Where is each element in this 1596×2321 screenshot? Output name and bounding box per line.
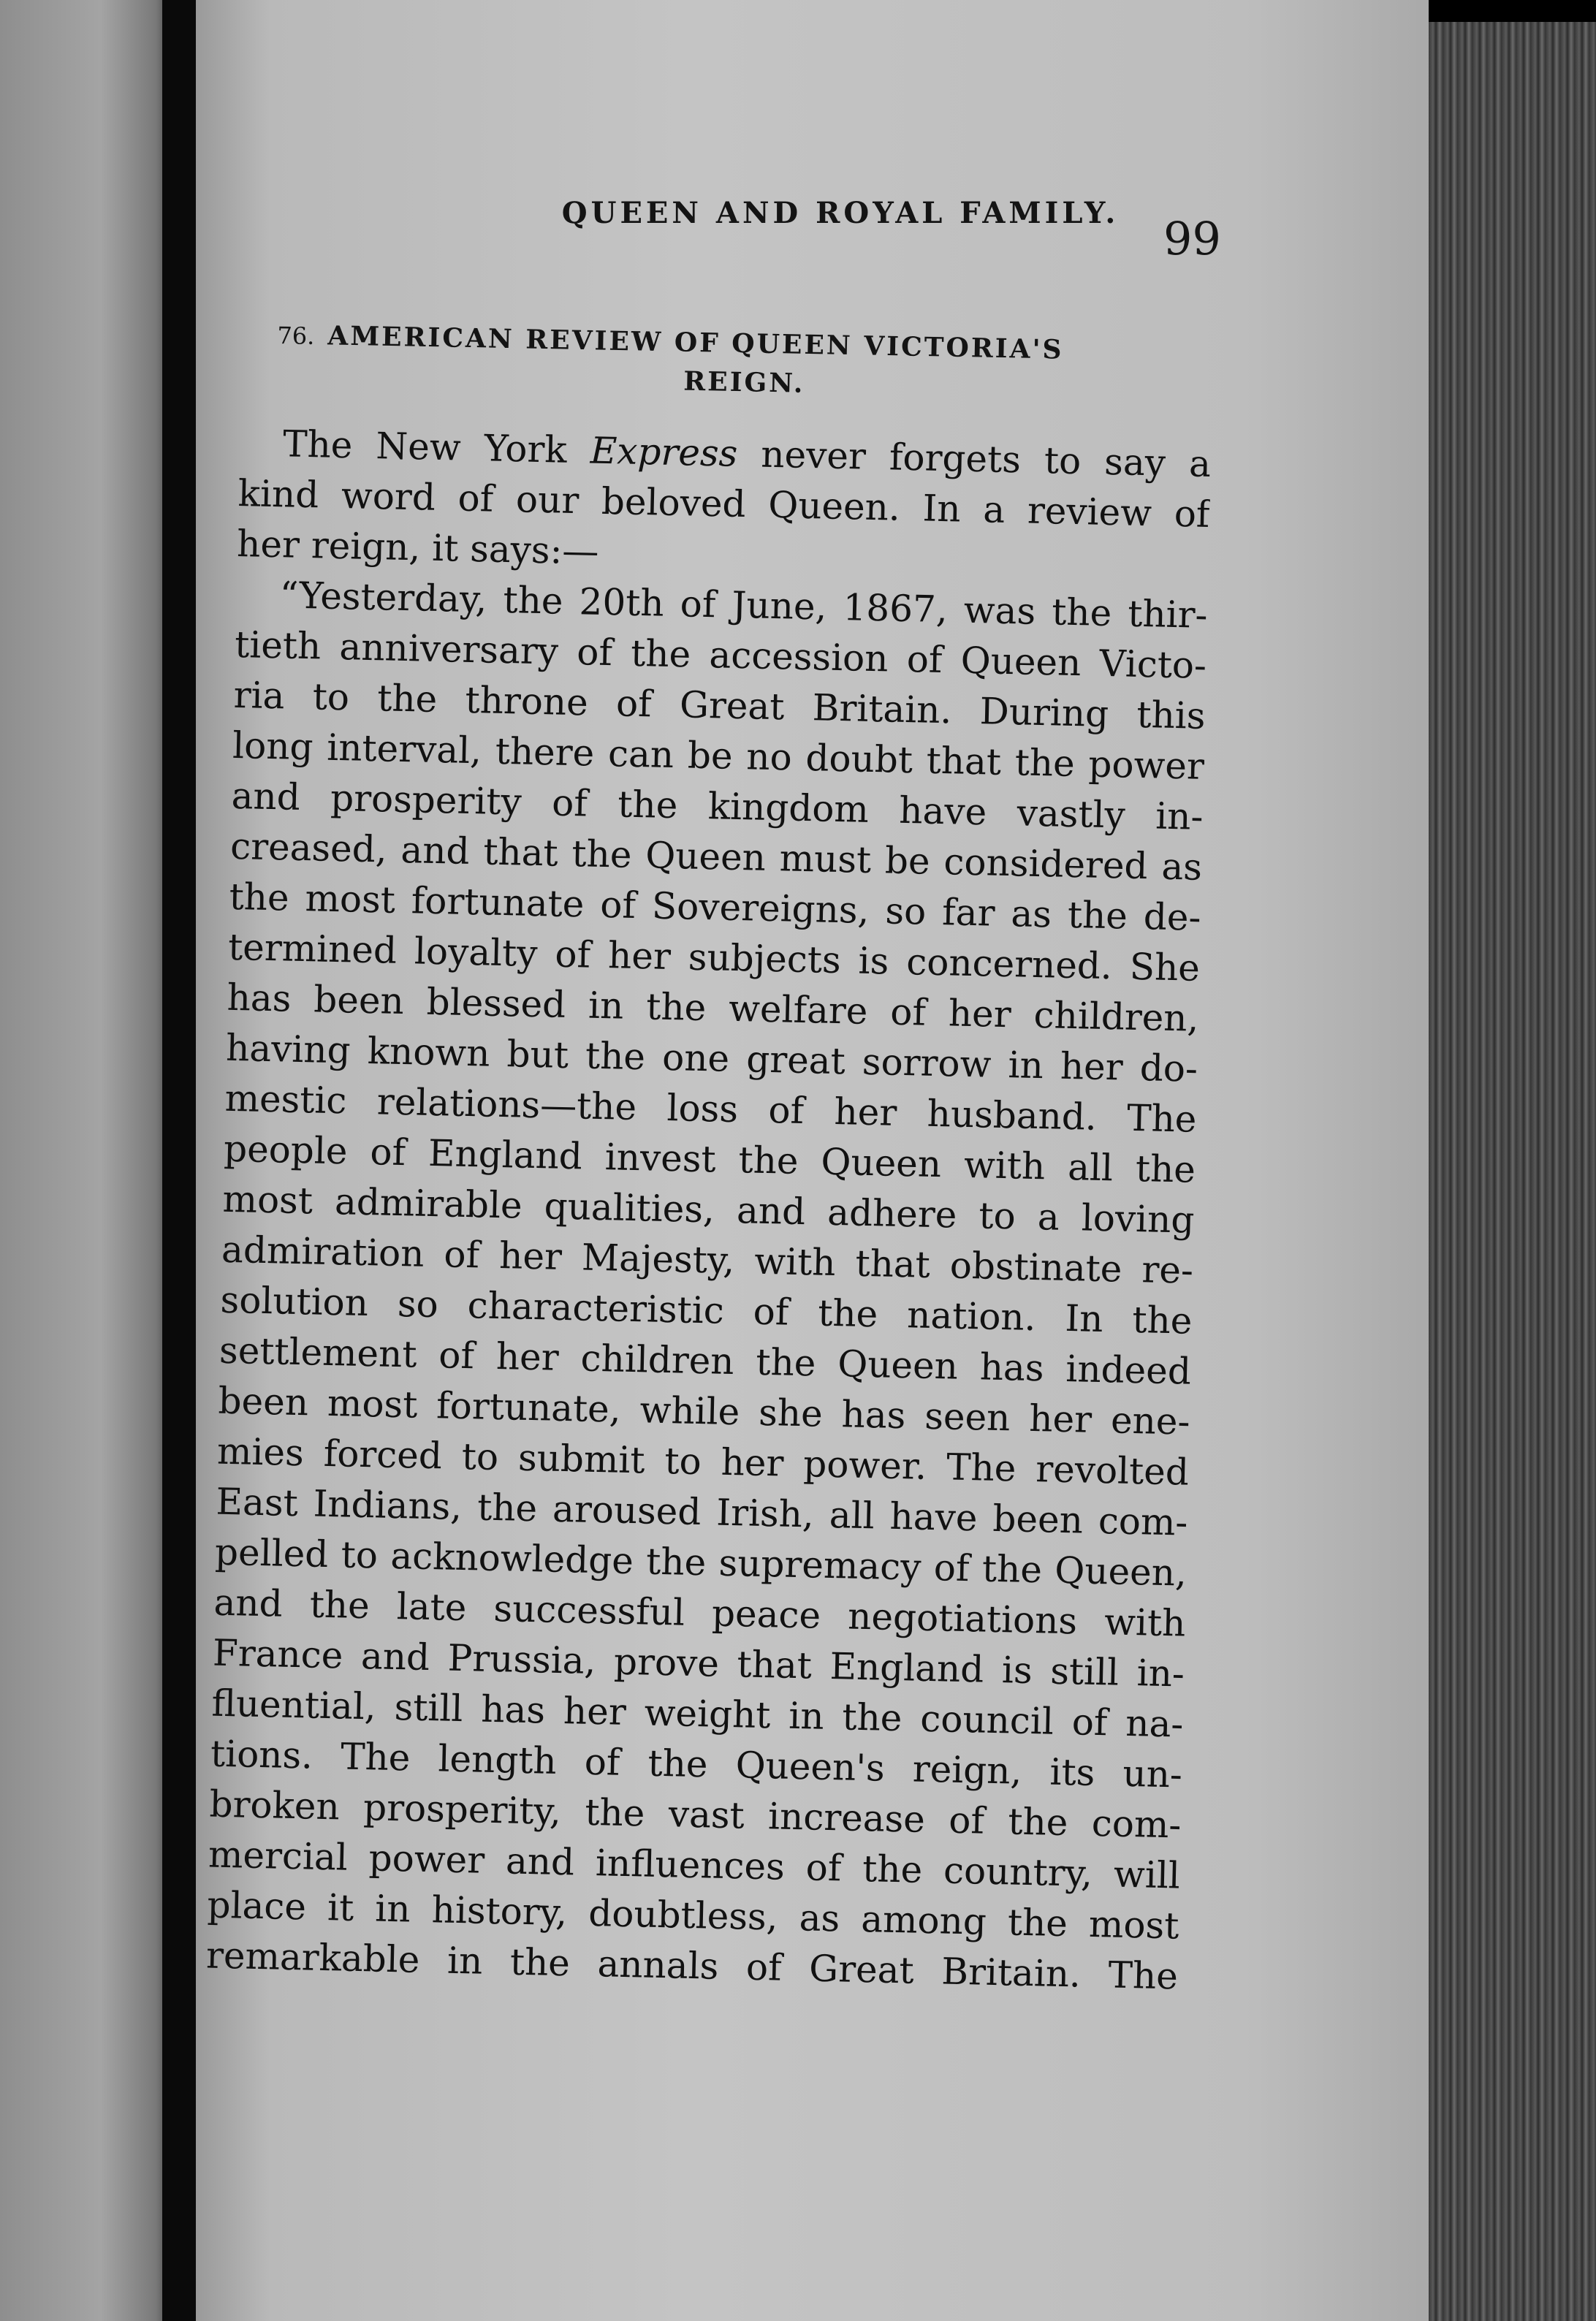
quote-line: solution so characteristic of the nation. In the (220, 1278, 1193, 1342)
quote-line: creased, and that the Queen must be considered as (229, 824, 1203, 889)
quote-line: tieth anniversary of the accession of Queen Victo- (234, 623, 1207, 687)
quote-line: and prosperity of the kingdom have vastly in- (231, 774, 1204, 838)
book-gutter (162, 0, 199, 2321)
page-number: 99 (1163, 212, 1221, 265)
quote-line: remarkable in the annals of Great Britain. The (205, 1934, 1179, 1998)
quote-line: people of England invest the Queen with all the (223, 1127, 1196, 1191)
quote-line: pelled to acknowledge the supremacy of the Queen, (214, 1530, 1188, 1595)
quote-line: been most fortunate, while she has seen her ene- (218, 1379, 1190, 1443)
running-head: QUEEN AND ROYAL FAMILY. (561, 196, 1120, 230)
intro-line-1-start: The New York (282, 422, 591, 472)
page-block-edges (1429, 22, 1596, 2321)
quote-line: has been blessed in the welfare of her children, (227, 976, 1200, 1040)
quote-line: and the late successful peace negotiations with (213, 1581, 1186, 1645)
quote-line: fluential, still has her weight in the council of na- (210, 1682, 1184, 1746)
quote-line: place it in history, doubtless, as among the most (206, 1883, 1179, 1948)
quote-line: admiration of her Majesty, with that obstinate re- (221, 1228, 1194, 1292)
quote-line: settlement of her children the Queen has indeed (218, 1329, 1192, 1393)
body-text (205, 418, 1211, 2002)
quote-line: France and Prussia, prove that England is still in- (212, 1631, 1185, 1695)
quote-line: mies forced to submit to her power. The revolted (216, 1429, 1190, 1494)
quote-line: “Yesterday, the 20th of June, 1867, was the thir- (279, 574, 1209, 637)
quote-line: mercial power and influences of the country, will (208, 1833, 1181, 1897)
background-corner (1429, 0, 1596, 25)
quote-line: East Indians, the aroused Irish, all have been com- (216, 1480, 1188, 1544)
intro-line-2: kind word of our beloved Queen. In a review of (238, 471, 1211, 536)
quote-line: having known but the one great sorrow in her do- (225, 1026, 1198, 1090)
quote-line: mestic relations—the loss of her husband. The (224, 1076, 1198, 1141)
quote-line: the most fortunate of Sovereigns, so far as the de- (229, 875, 1202, 939)
section-title-line-1: AMERICAN REVIEW OF QUEEN VICTORIA'S (327, 320, 1064, 365)
quote-line: long interval, there can be no doubt that the power (232, 723, 1205, 788)
facing-page-edge (0, 0, 183, 2321)
quote-line: tions. The length of the Queen's reign, its un- (210, 1732, 1183, 1796)
section-number: 76. (277, 321, 315, 350)
section-title-line-2: REIGN. (683, 365, 805, 399)
newspaper-name: Express (590, 429, 738, 475)
quote-line: most admirable qualities, and adhere to a loving (222, 1177, 1195, 1242)
intro-line-1-end: never forgets to say a (737, 432, 1212, 485)
quote-line: ria to the throne of Great Britain. During this (233, 673, 1206, 737)
quote-line: broken prosperity, the vast increase of the com- (208, 1782, 1182, 1847)
quote-line: termined loyalty of her subjects is concerned. She (227, 925, 1201, 989)
intro-line-3: her reign, it says:— (236, 522, 600, 573)
